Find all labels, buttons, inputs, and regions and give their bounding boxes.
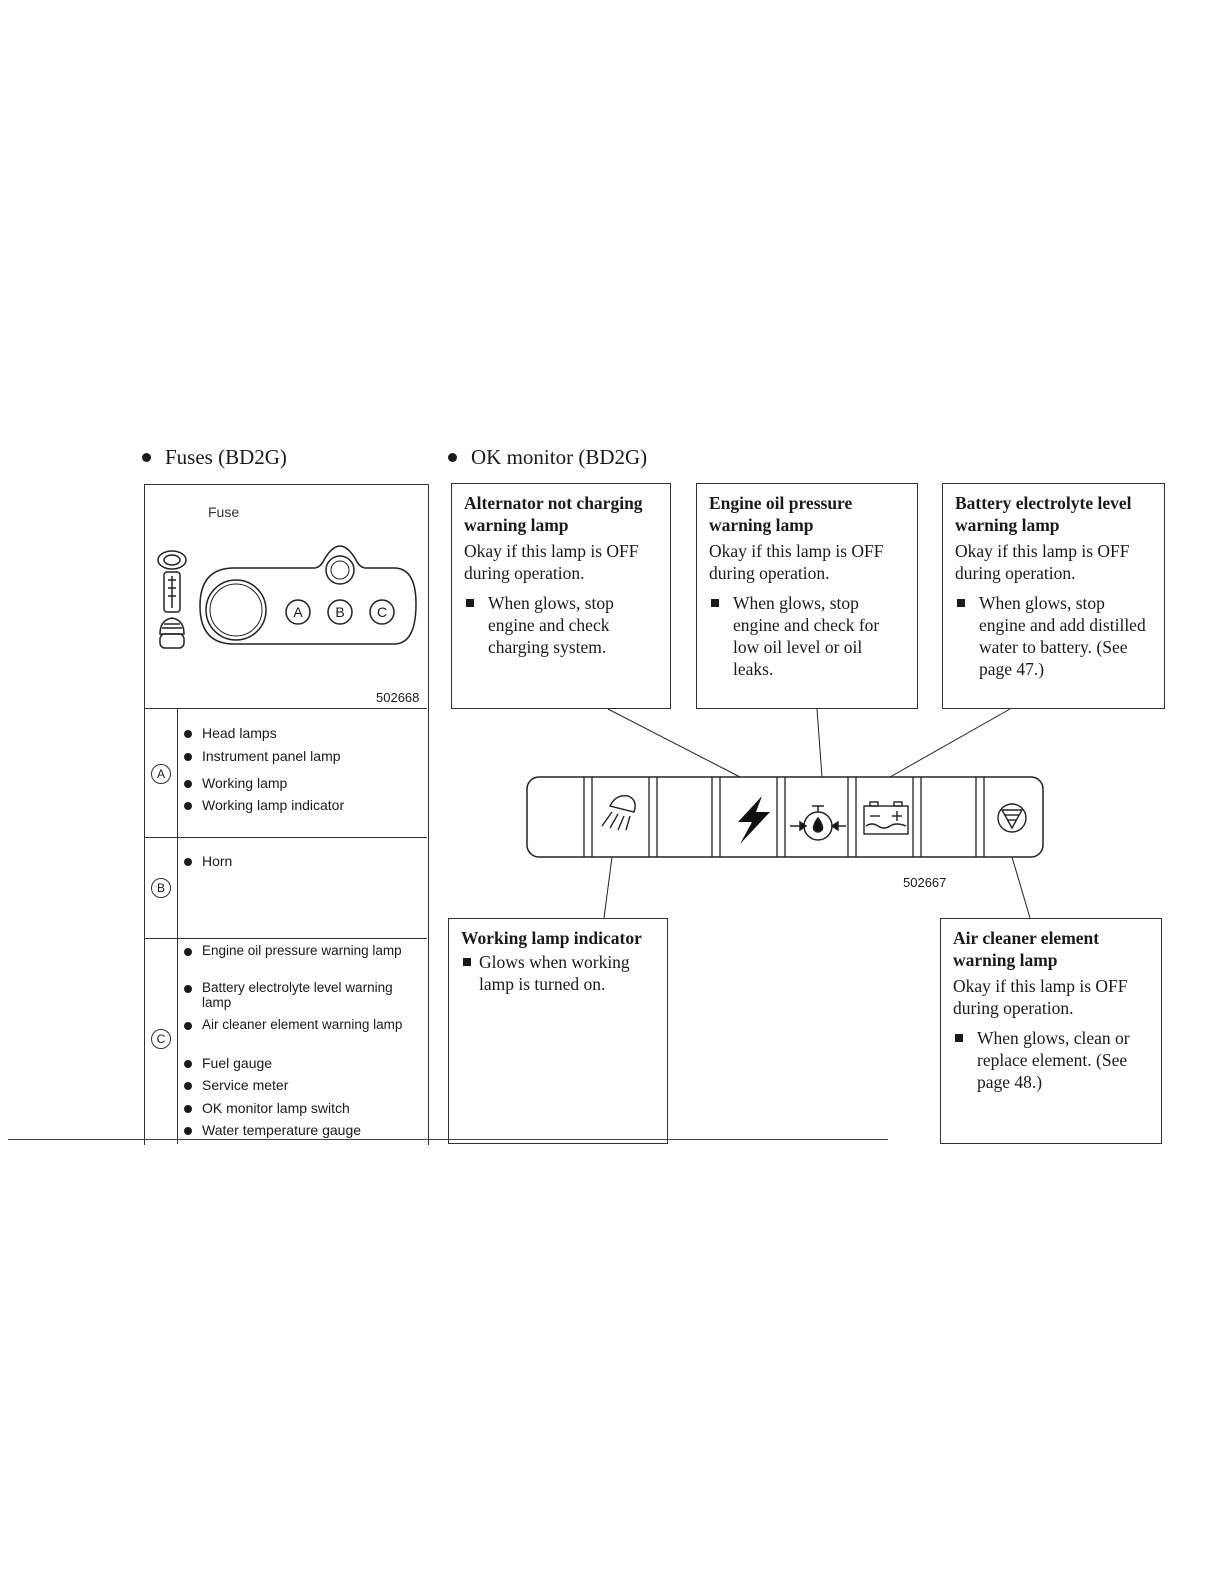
ok-monitor-heading-text: OK monitor (BD2G) <box>471 445 648 469</box>
box-bullet: When glows, stop engine and check for low oil level or oil leaks. <box>709 592 905 680</box>
list-item: Air cleaner element warning lamp <box>184 1017 420 1032</box>
fuse-letter-c: C <box>151 1029 171 1049</box>
box-ok-text: Okay if this lamp is OFF during operation. <box>953 976 1128 1018</box>
list-item: Battery electrolyte level warning lamp <box>184 980 420 1010</box>
list-item: OK monitor lamp switch <box>184 1100 420 1116</box>
box-bullet: When glows, clean or replace element. (See page 48.) <box>953 1027 1149 1093</box>
box-ok-text: Okay if this lamp is OFF during operation. <box>955 541 1130 583</box>
box-title: Working lamp indicator <box>461 928 642 948</box>
list-item: Engine oil pressure warning lamp <box>184 943 420 958</box>
fuse-letter-a: A <box>151 764 171 784</box>
box-ok-text: Okay if this lamp is OFF during operation. <box>709 541 884 583</box>
box-bullet: When glows, stop engine and add distilled water to battery. (See page 47.) <box>955 592 1152 680</box>
box-ok-text: Okay if this lamp is OFF during operation. <box>464 541 639 583</box>
box-title: Air cleaner element warning lamp <box>953 928 1100 970</box>
slot-label-c: C <box>376 604 388 620</box>
figure-code: 502668 <box>376 690 420 705</box>
fuse-label: Fuse <box>208 504 240 520</box>
list-item: Working lamp <box>184 775 420 791</box>
box-title: Alternator not charging warning lamp <box>464 493 643 535</box>
list-item: Service meter <box>184 1077 420 1093</box>
list-item: Head lamps <box>184 725 420 741</box>
box-bullet: When glows, stop engine and check charging system. <box>464 592 658 658</box>
list-item: Working lamp indicator <box>184 797 420 813</box>
list-item: Fuel gauge <box>184 1055 420 1071</box>
box-title: Engine oil pressure warning lamp <box>709 493 853 535</box>
slot-label-b: B <box>335 604 345 620</box>
list-item: Horn <box>184 853 420 869</box>
fuses-heading-text: Fuses (BD2G) <box>165 445 287 469</box>
slot-label-a: A <box>293 604 303 620</box>
box-title: Battery electrolyte level warning lamp <box>955 493 1132 535</box>
monitor-figure-code: 502667 <box>903 875 947 890</box>
fuse-letter-b: B <box>151 878 171 898</box>
box-bullet: Glows when working lamp is turned on. <box>461 951 655 995</box>
list-item: Instrument panel lamp <box>184 748 420 764</box>
list-item: Water temperature gauge <box>184 1122 420 1138</box>
